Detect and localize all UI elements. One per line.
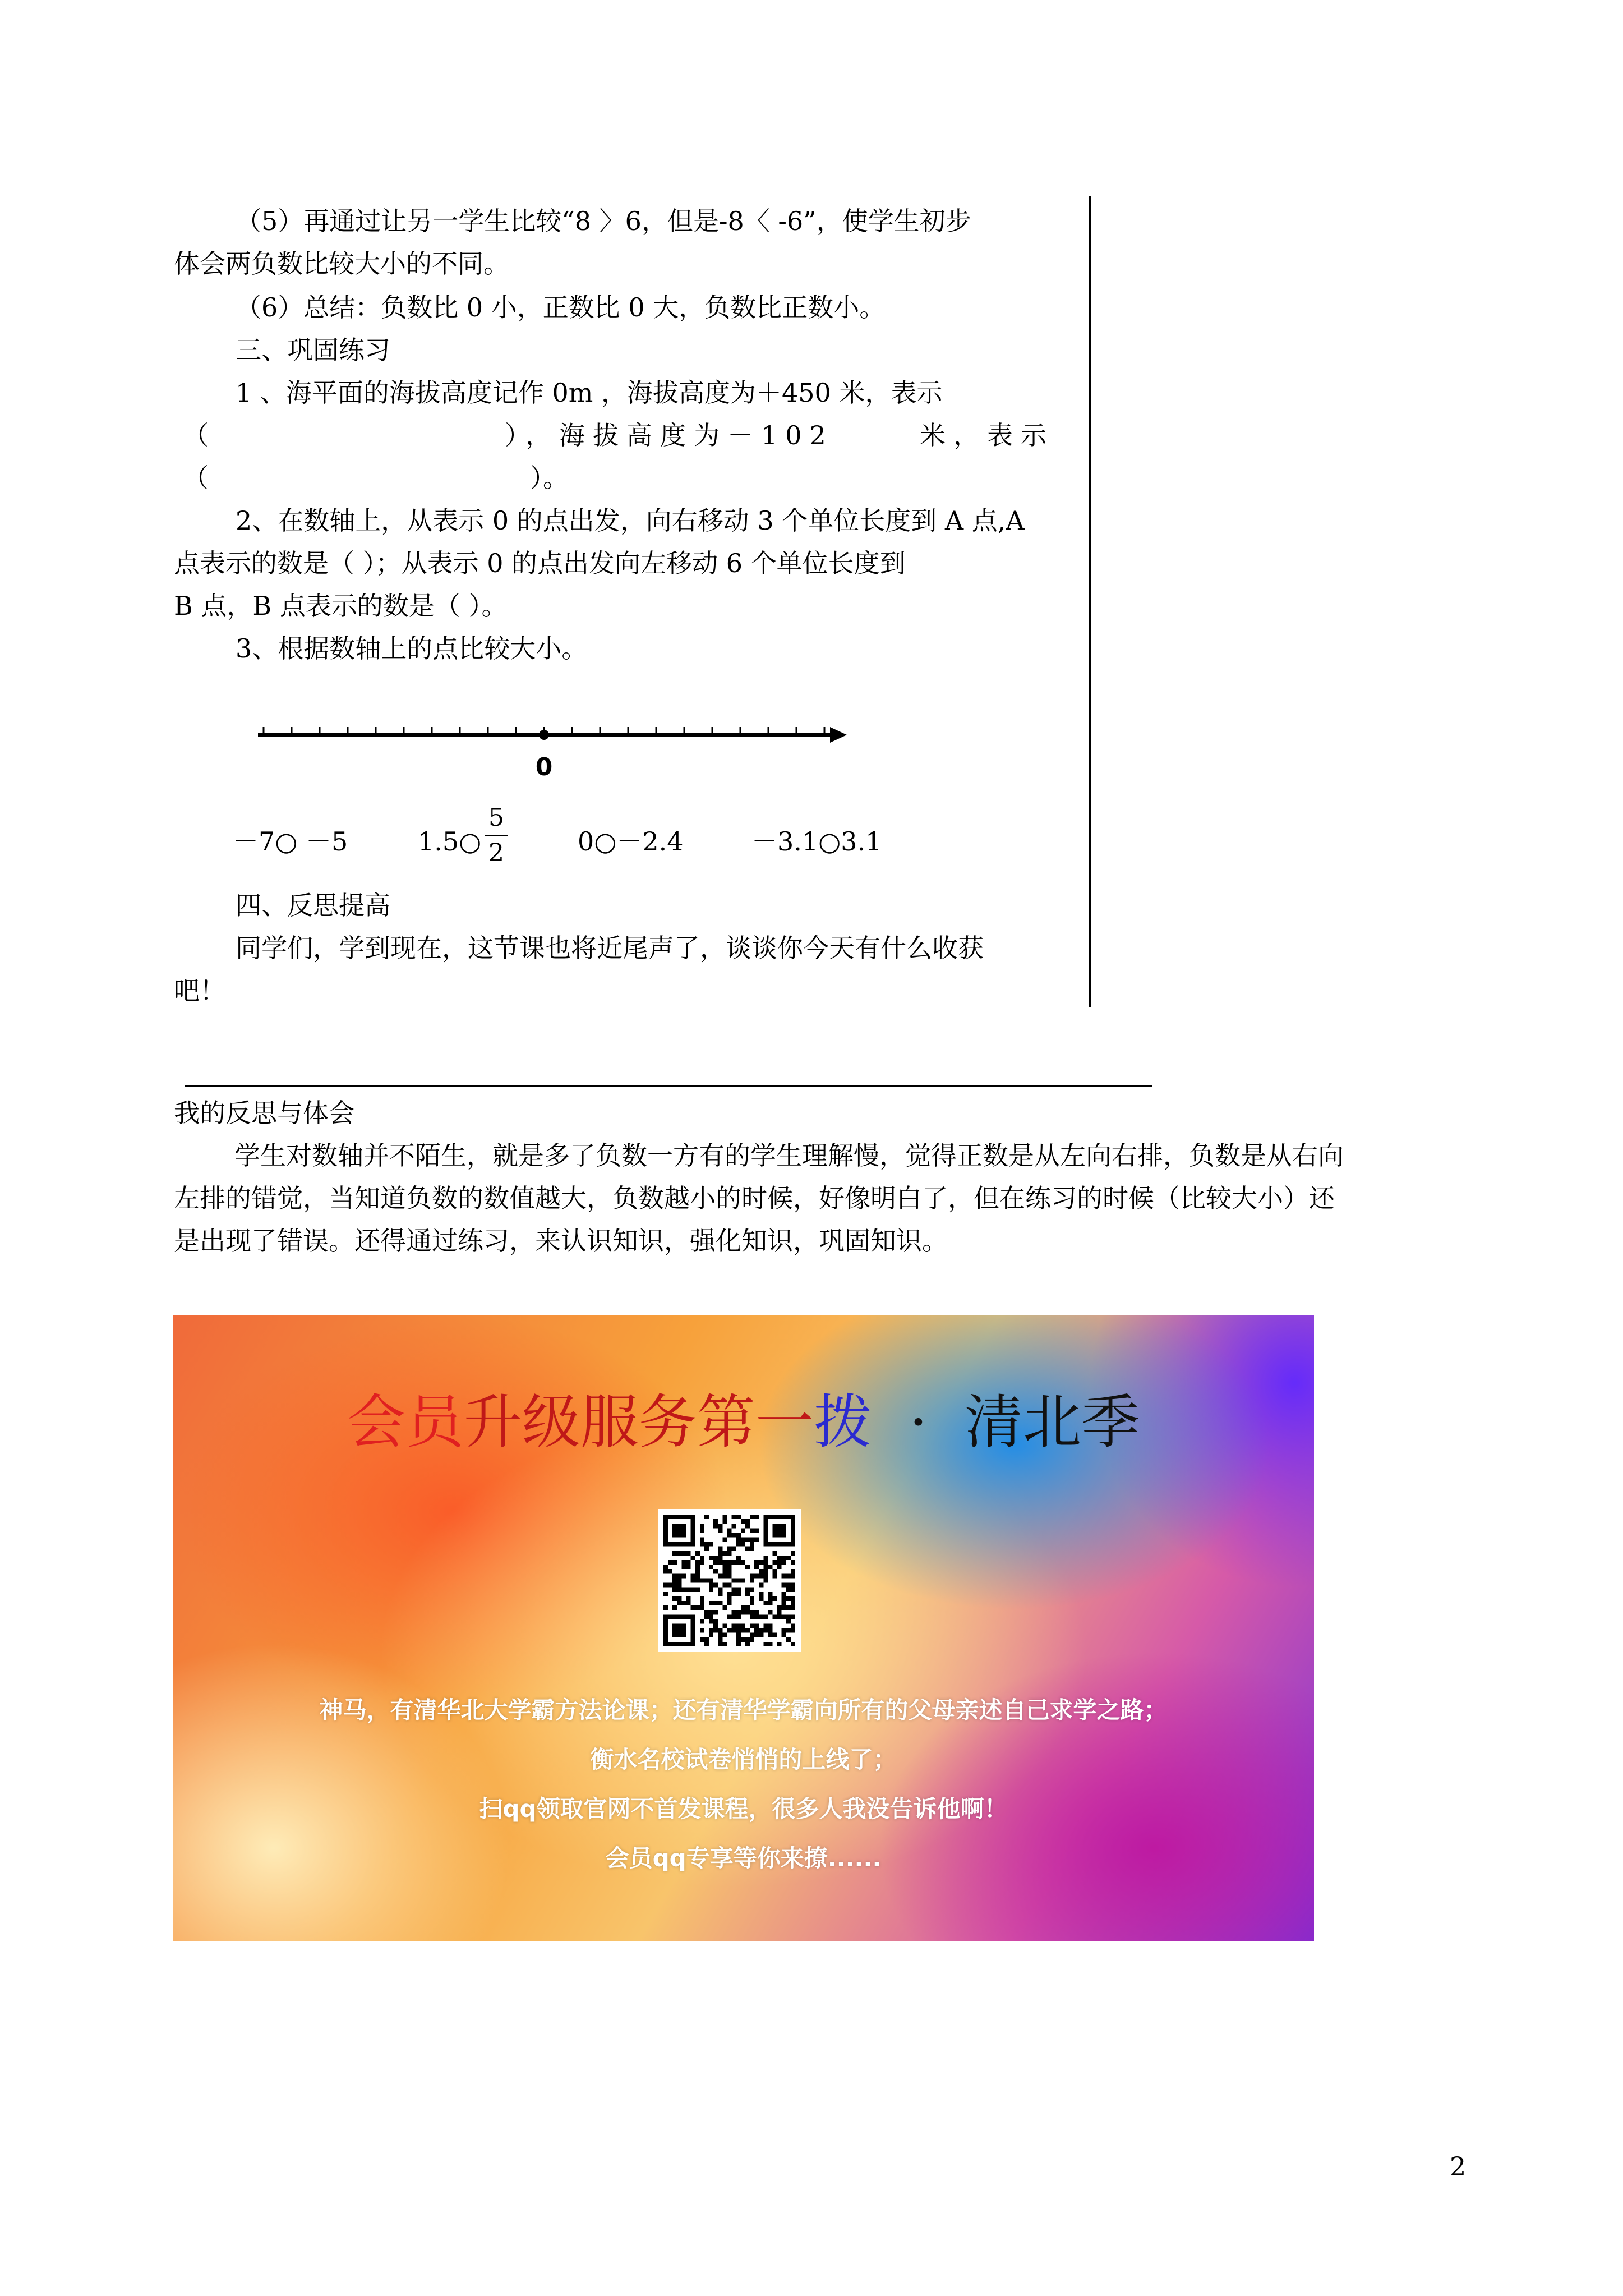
exercise-2: 2、在数轴上，从表示 0 的点出发，向右移动 3 个单位长度到 A 点,A — [236, 505, 1025, 536]
banner-line-4: 会员qq专享等你来撩...... — [605, 1844, 882, 1872]
banner-title-red: 会员 — [347, 1388, 464, 1456]
page-number: 2 — [1450, 2151, 1467, 2182]
table-right-border — [1089, 196, 1091, 1007]
fraction-bar — [485, 835, 508, 836]
compare-4: －3.1○3.1 — [751, 826, 882, 857]
origin-dot — [539, 730, 549, 740]
exercise-2-cont: 点表示的数是（ ）；从表示 0 的点出发向左移动 6 个单位长度到 — [174, 548, 906, 578]
compare-3: 0○－2.4 — [578, 826, 684, 857]
banner-line-3: 扫qq领取官网不首发课程，很多人我没告诉他啊！ — [479, 1795, 1008, 1823]
banner-title-end: 清北季 — [965, 1388, 1140, 1456]
exercise-2-cont2: B 点，B 点表示的数是（ ）。 — [174, 591, 508, 621]
reflection-heading: 我的反思与体会 — [174, 1098, 354, 1128]
exercise-1-cont-unit: 米，表示 — [920, 420, 1054, 450]
compare-2: 1.5○ — [418, 826, 482, 857]
exercise-1-blank2-close: ）。 — [530, 463, 569, 493]
reflection-para-3: 是出现了错误。还得通过练习，来认识知识，强化知识，巩固知识。 — [174, 1226, 948, 1256]
fraction-five-halves — [482, 802, 510, 869]
exercise-1: 1 、海平面的海拔高度记作 0m ，海拔高度为＋450 米，表示 — [236, 378, 943, 408]
section-heading-reflection: 四、反思提高 — [236, 890, 390, 921]
banner-line-1: 神马，有清华北大学霸方法论课；还有清华学霸向所有的父母亲述自己求学之路； — [319, 1696, 1168, 1724]
reflection-para-1: 学生对数轴并不陌生，就是多了负数一方有的学生理解慢，觉得正数是从左向右排，负数是从右向 — [234, 1140, 1344, 1171]
closing-line-cont: 吧！ — [174, 976, 225, 1006]
banner-title-blue: 拨 — [813, 1388, 872, 1456]
origin-label: 0 — [535, 753, 553, 781]
lesson-line-6: （6）总结：负数比 0 小，正数比 0 大，负数比正数小。 — [236, 292, 886, 323]
lesson-line-5: （5）再通过让另一学生比较“8 〉6，但是-8〈 -6”，使学生初步 — [236, 206, 971, 236]
banner-title-dot: · — [872, 1388, 965, 1456]
section-heading-practice: 三、巩固练习 — [236, 335, 390, 365]
banner-text — [173, 1686, 1314, 1883]
banner-title-mid: 升级服务第一 — [463, 1388, 814, 1456]
banner-title — [173, 1383, 1314, 1461]
banner-line-2: 衡水名校试卷悄悄的上线了； — [590, 1746, 897, 1773]
exercise-1-cont: ），海拔高度为－102 — [505, 420, 834, 450]
closing-line: 同学们，学到现在，这节课也将近尾声了，谈谈你今天有什么收获 — [236, 933, 984, 963]
compare-1: －7○ －5 — [233, 826, 348, 857]
number-line-arrow — [830, 727, 847, 743]
lesson-line-5-cont: 体会两负数比较大小的不同。 — [174, 249, 509, 279]
qr-code-pattern — [663, 1515, 795, 1646]
fraction-denominator: 2 — [488, 839, 504, 867]
number-line — [255, 712, 850, 785]
promo-banner[interactable] — [173, 1315, 1314, 1941]
exercise-1-blank-open: （ — [183, 420, 209, 450]
exercise-3: 3、根据数轴上的点比较大小。 — [236, 633, 588, 664]
fraction-numerator: 5 — [488, 803, 504, 832]
qr-code-icon[interactable] — [658, 1509, 801, 1652]
reflection-para-2: 左排的错觉，当知道负数的数值越大，负数越小的时候，好像明白了，但在练习的时候（比较大小）还 — [174, 1183, 1335, 1213]
exercise-1-blank2-open: （ — [183, 463, 209, 493]
section-divider — [185, 1085, 1152, 1087]
